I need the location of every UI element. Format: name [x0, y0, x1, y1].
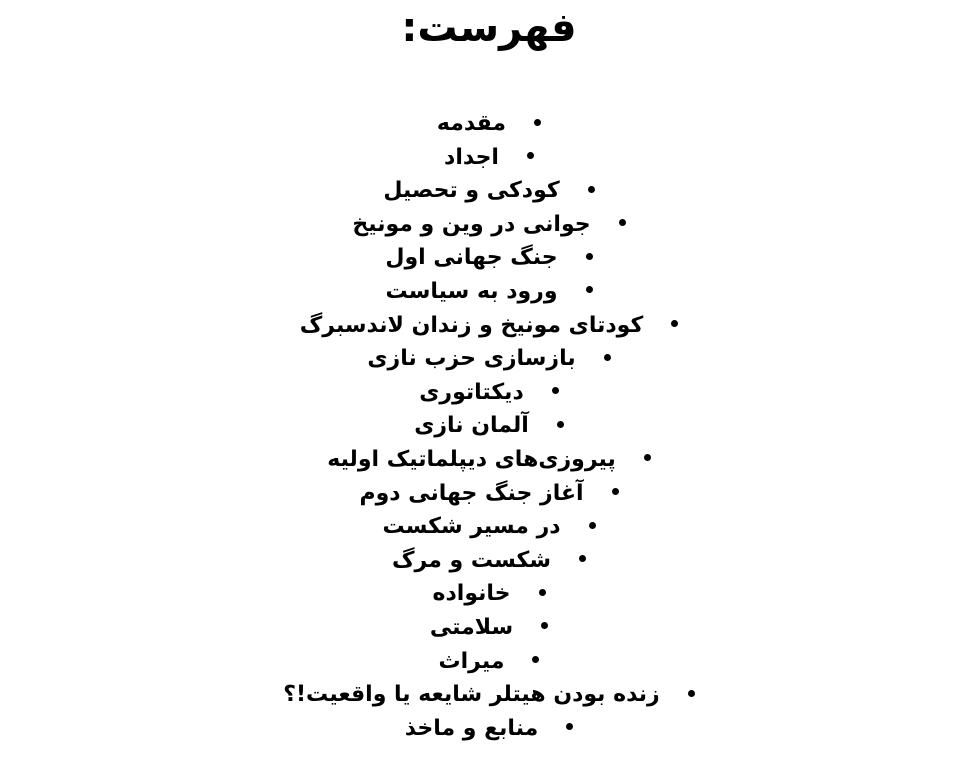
toc-item-label: کودتای مونیخ و زندان لاندسبرگ [299, 312, 644, 338]
toc-item-label: سلامتی [429, 614, 514, 640]
bullet-icon [612, 488, 619, 495]
toc-item-label: اجداد [444, 144, 499, 170]
bullet-icon [527, 152, 534, 159]
bullet-icon [579, 555, 586, 562]
toc-item-ancestry[interactable] [0, 141, 978, 175]
toc-item-family[interactable] [0, 577, 978, 611]
toc-item-start-world-war-two[interactable] [0, 477, 978, 511]
bullet-icon [644, 454, 651, 461]
toc-item-label: مقدمه [436, 111, 507, 136]
bullet-icon [539, 589, 546, 596]
bullet-icon [586, 253, 593, 260]
bullet-icon [586, 286, 593, 293]
table-of-contents [0, 107, 978, 745]
toc-item-label: منابع و ماخذ [404, 715, 539, 741]
toc-item-label: دیکتاتوری [419, 379, 524, 405]
toc-item-childhood-education[interactable] [0, 174, 978, 208]
toc-item-survival-rumor[interactable] [0, 678, 978, 712]
toc-item-nazi-germany[interactable] [0, 409, 978, 443]
bullet-icon [671, 320, 678, 327]
toc-item-introduction[interactable] [0, 107, 978, 141]
toc-item-label: پیروزی‌های دیپلماتیک اولیه [327, 446, 616, 472]
toc-item-entry-politics[interactable] [0, 275, 978, 309]
toc-item-label: آغاز جنگ جهانی دوم [359, 480, 584, 506]
bullet-icon [589, 522, 596, 529]
toc-item-early-diplomatic-victories[interactable] [0, 443, 978, 477]
bullet-icon [619, 219, 626, 226]
toc-item-party-rebuilding[interactable] [0, 342, 978, 376]
toc-item-youth-vienna-munich[interactable] [0, 208, 978, 242]
toc-item-label: کودکی و تحصیل [383, 178, 560, 204]
toc-item-label: میراث [438, 648, 505, 674]
toc-item-label: شکست و مرگ [392, 547, 551, 573]
bullet-icon [566, 723, 573, 730]
toc-item-defeat-death[interactable] [0, 544, 978, 578]
toc-item-dictatorship[interactable] [0, 376, 978, 410]
bullet-icon [557, 421, 564, 428]
toc-item-health[interactable] [0, 611, 978, 645]
toc-item-label: زنده بودن هیتلر شایعه یا واقعیت!؟ [283, 682, 660, 708]
toc-item-legacy[interactable] [0, 645, 978, 679]
toc-item-label: بازسازی حزب نازی [367, 346, 576, 372]
bullet-icon [588, 186, 595, 193]
toc-item-path-to-defeat[interactable] [0, 510, 978, 544]
toc-item-label: در مسیر شکست [382, 514, 561, 540]
bullet-icon [541, 622, 548, 629]
page-title: فهرست: [401, 5, 577, 51]
bullet-icon [688, 690, 695, 697]
toc-item-world-war-one[interactable] [0, 241, 978, 275]
toc-item-label: ورود به سیاست [385, 278, 558, 304]
toc-item-label: جوانی در وین و مونیخ [352, 211, 591, 237]
bullet-icon [552, 387, 559, 394]
toc-item-munich-putsch[interactable] [0, 309, 978, 343]
toc-item-label: خانواده [432, 581, 511, 607]
bullet-icon [604, 354, 611, 361]
toc-item-sources[interactable] [0, 712, 978, 746]
bullet-icon [534, 119, 541, 126]
bullet-icon [532, 656, 539, 663]
toc-item-label: آلمان نازی [414, 413, 529, 439]
toc-item-label: جنگ جهانی اول [385, 245, 558, 271]
